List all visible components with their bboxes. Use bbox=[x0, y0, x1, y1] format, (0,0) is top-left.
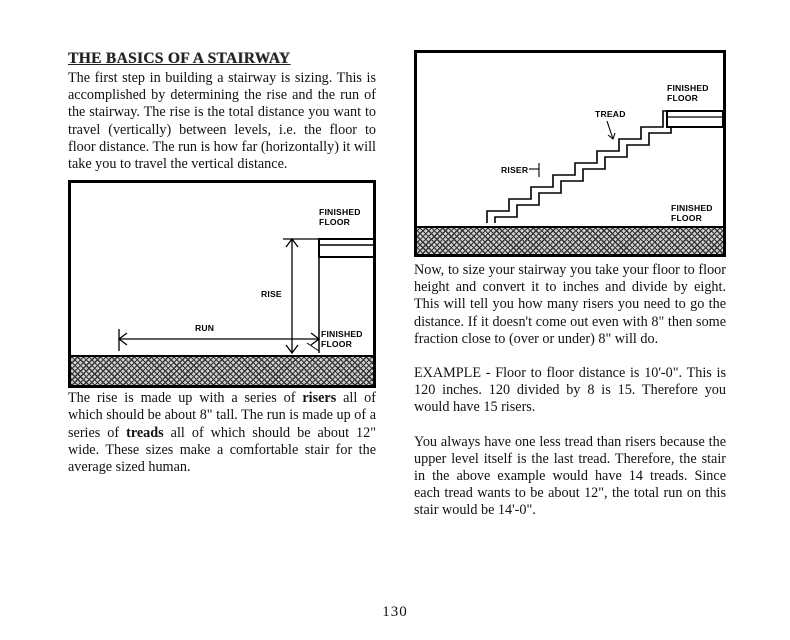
upper-floor-slab bbox=[667, 111, 723, 127]
right-column bbox=[414, 50, 726, 520]
stair-diagram bbox=[414, 50, 726, 257]
treads-paragraph: You always have one less tread than risers because the upper level itself is the last tread. Therefore, the stair in the above example would have 14 treads. Since each tread wants to be about 12", the total run on this stair would be 14'-0". bbox=[414, 433, 726, 519]
sizing-paragraph: Now, to size your stairway you take your floor to floor height and convert it to inches and divide by eight. This will tell you how many risers you need to go the distance. If it doesn't come out even with 8" then some fraction close to (over or under) 8" will do. bbox=[414, 262, 726, 347]
rise-run-diagram bbox=[68, 180, 376, 388]
example-paragraph: EXAMPLE - Floor to floor distance is 10'-0". This is 120 inches. 120 divided by 8 is 15. Therefore you would have 15 risers. bbox=[414, 365, 726, 416]
ground-hatch bbox=[71, 355, 373, 385]
text-part-3: all of which should be about 12" wide. These sizes make a comfortable stair for the average sized human. bbox=[68, 424, 377, 476]
page-number: 130 bbox=[382, 604, 408, 620]
label-finished-floor-lower: FINISHED FLOOR bbox=[671, 203, 713, 223]
label-run: RUN bbox=[195, 323, 215, 334]
risers-treads-paragraph bbox=[68, 390, 376, 476]
label-finished-floor-upper: FINISHED FLOOR bbox=[667, 83, 709, 103]
text-part-2: all of which should be about 8" tall. The run is made up of a series of bbox=[68, 390, 377, 441]
ground-hatch bbox=[417, 226, 723, 254]
treads-term: treads bbox=[126, 424, 164, 441]
upper-floor-slab bbox=[319, 239, 373, 257]
risers-term: risers bbox=[302, 390, 337, 407]
text-part-1: The rise is made up with a series of bbox=[68, 390, 303, 407]
label-riser: RISER bbox=[501, 165, 529, 175]
left-column bbox=[68, 50, 376, 476]
section-heading: THE BASICS OF A STAIRWAY bbox=[68, 50, 291, 67]
label-finished-floor-lower: FINISHED FLOOR bbox=[321, 329, 363, 350]
label-rise: RISE bbox=[261, 289, 282, 300]
intro-paragraph: The first step in building a stairway is sizing. This is accomplished by determining the rise and the run of the stairway. The rise is the total distance you want to travel (vertically) between levels, i.e. the floor to floor distance. The run is how far (horizontally) it will take you to travel the vertical distance. bbox=[68, 70, 376, 173]
label-tread: TREAD bbox=[595, 109, 626, 119]
label-finished-floor-upper: FINISHED FLOOR bbox=[319, 207, 361, 228]
